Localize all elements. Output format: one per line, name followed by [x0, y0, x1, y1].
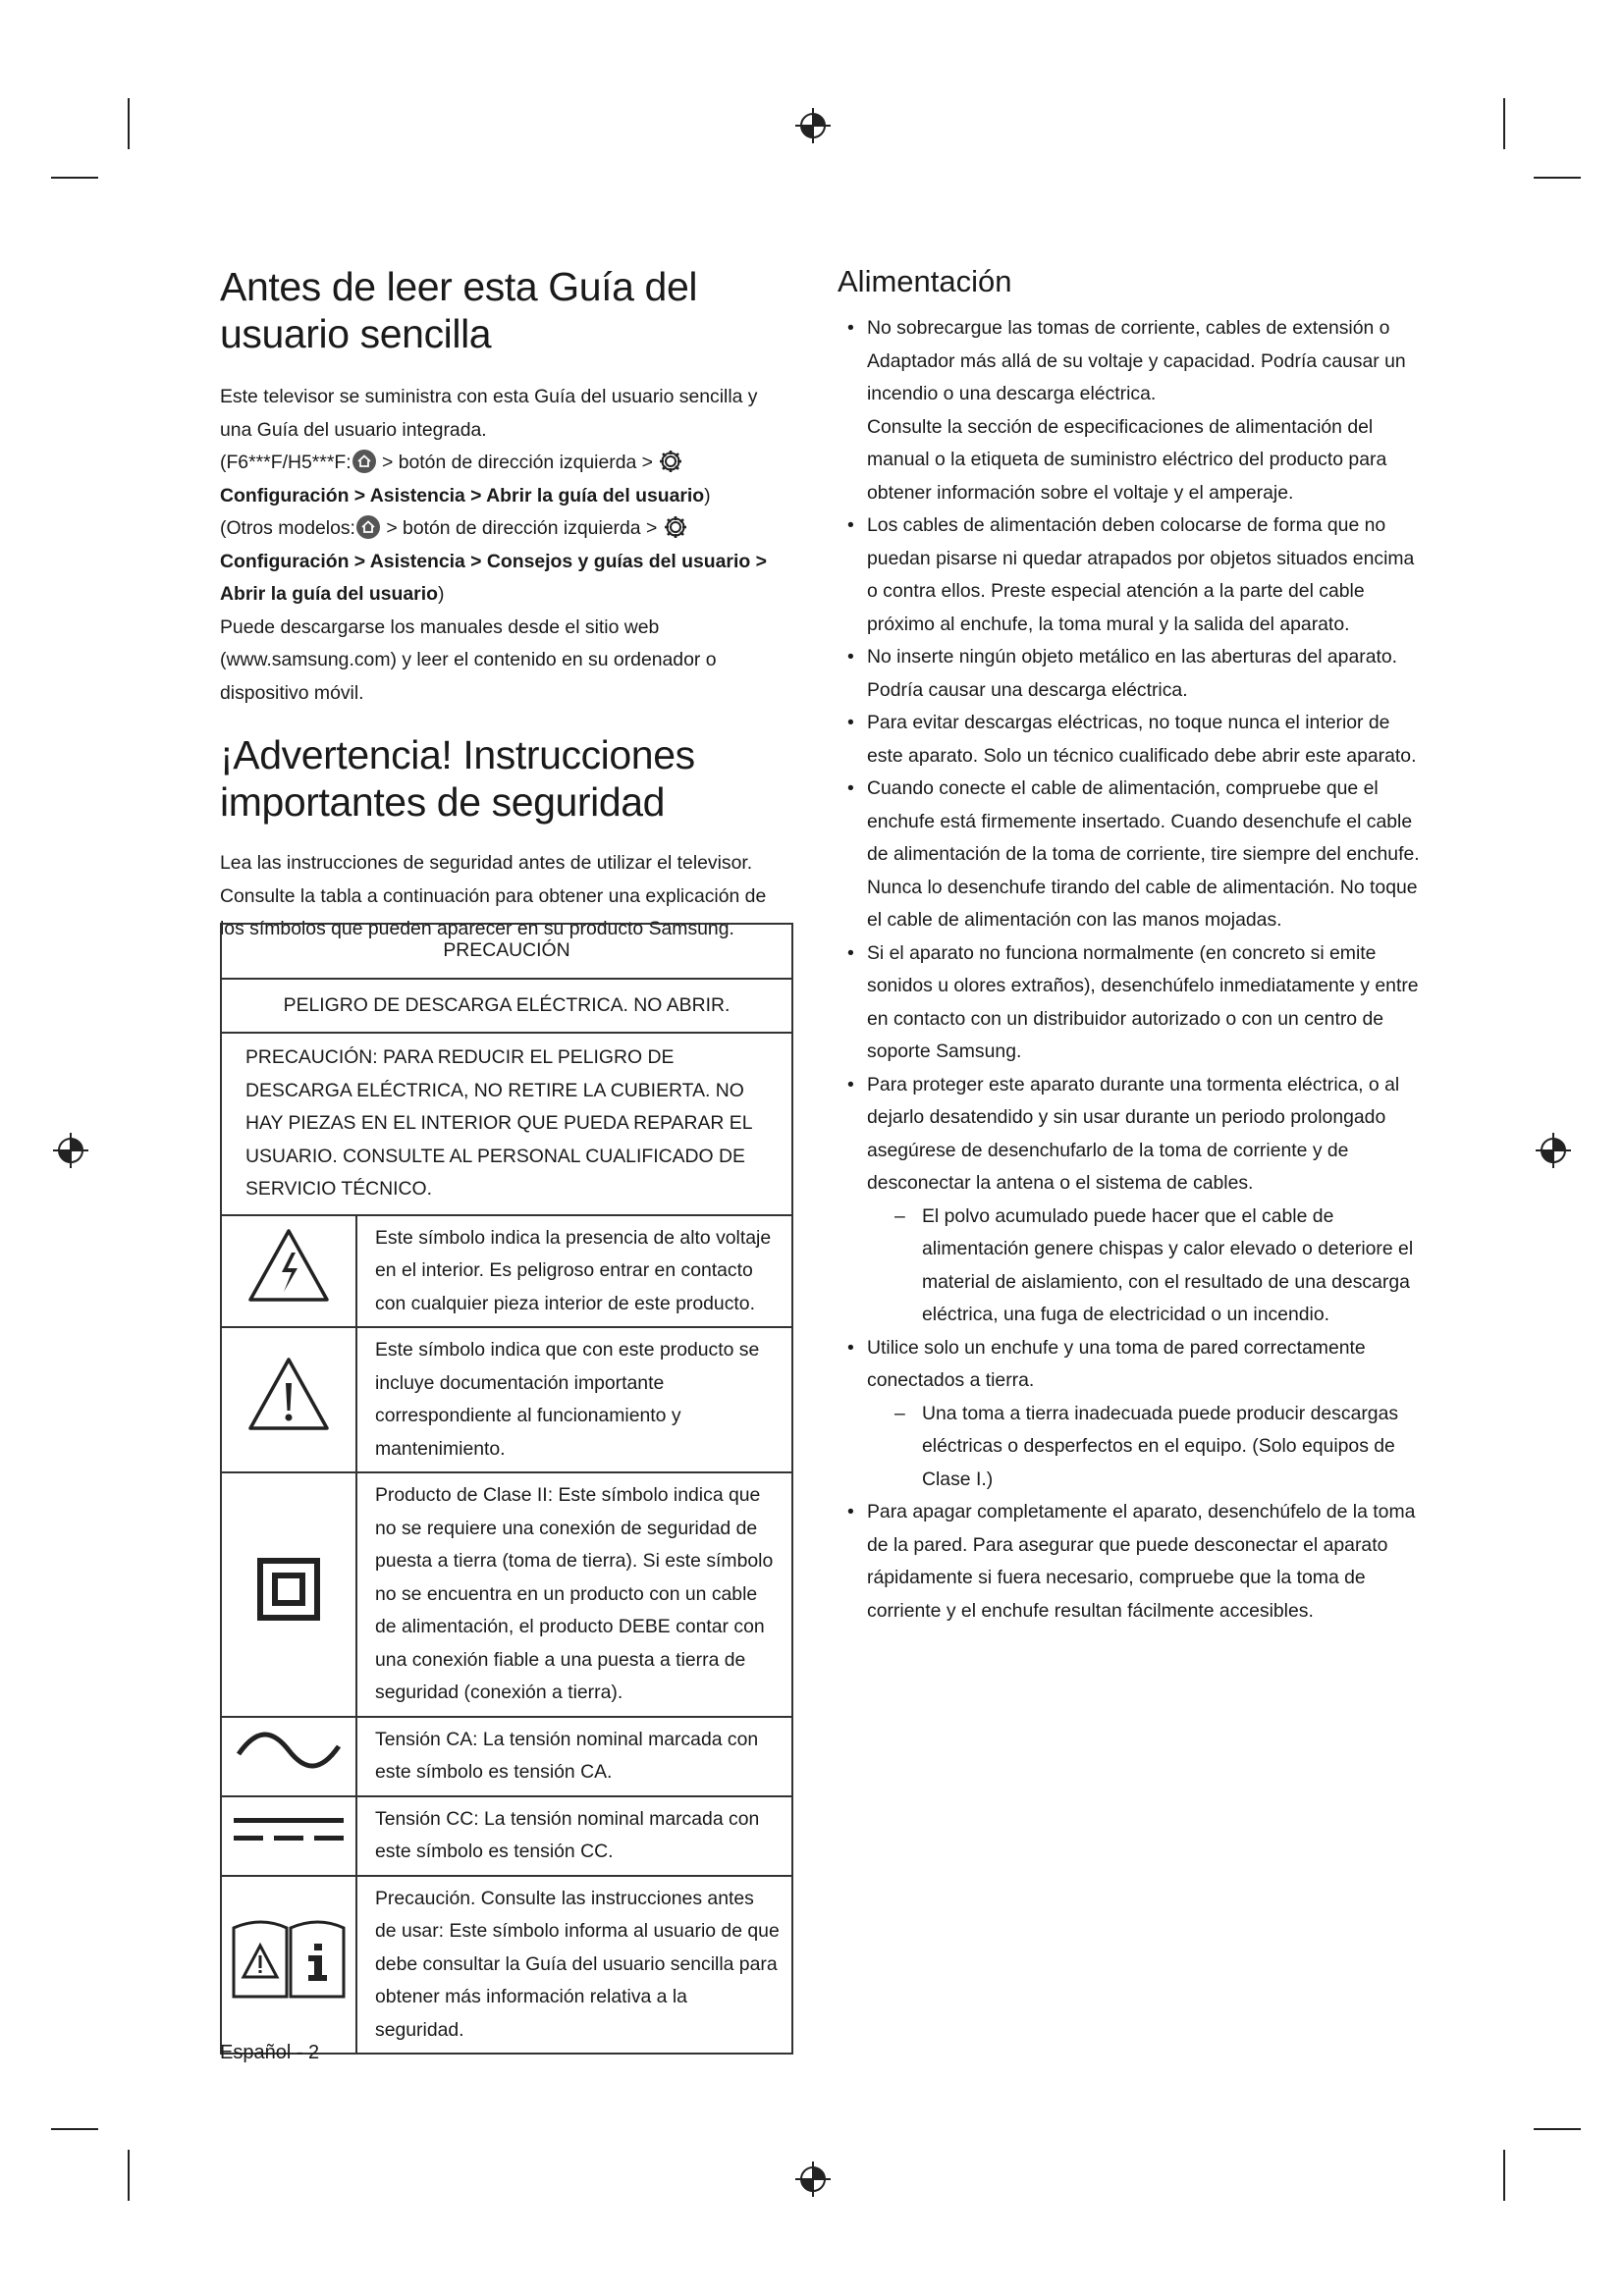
- symbol-description: Este símbolo indica la presencia de alto voltaje en el interior. Es peligroso entrar en contacto con cualquier pieza interior de este producto.: [356, 1215, 792, 1328]
- sub-item-text: Una toma a tierra inadecuada puede producir descargas eléctricas o desperfectos en el equipo. (Solo equipos de Clase I.): [922, 1402, 1399, 1490]
- warning-intro: Lea las instrucciones de seguridad antes de utilizar el televisor. Consulte la tabla a continuación para obtener una explicación de los símbolos que pueden aparecer en su producto Samsung.: [220, 852, 767, 939]
- symbol-description: Precaución. Consulte las instrucciones antes de usar: Este símbolo informa al usuario de que debe consultar la Guía del usuario sencilla para obtener más información relativa a la seguridad.: [356, 1876, 792, 2055]
- registration-mark-icon: [51, 1131, 90, 1170]
- list-item: • Cuando conecte el cable de alimentación, compruebe que el enchufe está firmemente insertado. Cuando desenchufe el cable de alimentación de la toma de corriente, tire siempre del enchufe. Nunca lo desenchufe tirando del cable de alimentación. No toque el cable de alimentación con las manos mojadas.: [838, 773, 1427, 937]
- symbol-description: Este símbolo indica que con este producto se incluye documentación importante correspondiente al funcionamiento y mantenimiento.: [356, 1327, 792, 1472]
- crop-mark: [51, 177, 98, 179]
- home-icon: [355, 514, 381, 540]
- path-middle: > botón de dirección izquierda >: [380, 517, 663, 539]
- read-manual-icon: [230, 1912, 348, 2006]
- bullet-text: No sobrecargue las tomas de corriente, cables de extensión o Adaptador más allá de su voltaje y capacidad. Podría causar un incendio o una descarga eléctrica.: [867, 317, 1406, 404]
- table-row: [221, 1717, 792, 1796]
- registration-mark-icon: [793, 106, 833, 145]
- table-row: [221, 1472, 792, 1717]
- bullet-text: Utilice solo un enchufe y una toma de pared correctamente conectados a tierra.: [867, 1336, 1366, 1391]
- list-item: • Los cables de alimentación deben colocarse de forma que no puedan pisarse ni quedar atrapados por objetos situados encima o contra ellos. Preste especial atención a la parte del cable próximo al enchufe, la toma mural y la salida del aparato.: [838, 509, 1427, 641]
- download-paragraph: Puede descargarse los manuales desde el sitio web (www.samsung.com) y leer el contenido en su ordenador o dispositivo móvil.: [220, 615, 717, 704]
- path-middle: > botón de dirección izquierda >: [376, 452, 659, 473]
- dc-voltage-icon: [232, 1812, 346, 1847]
- home-icon: [352, 449, 377, 474]
- crop-mark: [128, 2150, 130, 2201]
- sub-dash: –: [894, 1204, 905, 1227]
- high-voltage-warning-icon: [246, 1227, 331, 1304]
- crop-mark: [51, 2128, 98, 2130]
- gear-icon: [658, 449, 683, 474]
- list-item: • No inserte ningún objeto metálico en las aberturas del aparato. Podría causar una descarga eléctrica.: [838, 641, 1427, 707]
- list-item: [838, 312, 1427, 509]
- registration-mark-icon: [793, 2160, 833, 2199]
- left-column: [220, 263, 794, 946]
- caution-text: PRECAUCIÓN: PARA REDUCIR EL PELIGRO DE DESCARGA ELÉCTRICA, NO RETIRE LA CUBIERTA. NO HAY PIEZAS EN EL INTERIOR QUE PUEDA REPARAR EL USUARIO. CONSULTE AL PERSONAL CUALIFICADO DE SERVICIO TÉCNICO.: [221, 1033, 792, 1215]
- warning-title: ¡Advertencia! Instrucciones importantes de seguridad: [220, 732, 695, 825]
- crop-mark: [1503, 98, 1505, 149]
- menu-path-other: [220, 512, 794, 612]
- gear-icon: [663, 514, 688, 540]
- section-title-power: Alimentación: [838, 264, 1012, 298]
- registration-mark-icon: [1534, 1131, 1573, 1170]
- ac-voltage-icon: [235, 1729, 343, 1772]
- table-header: PRECAUCIÓN: [221, 924, 792, 979]
- list-item: • Si el aparato no funciona normalmente (en concreto si emite sonidos u olores extraños), desenchúfelo inmediatamente y entre en contacto con un distribuidor autorizado o con un centro de soporte Samsung.: [838, 937, 1427, 1069]
- power-bullet-list: [838, 312, 1427, 1628]
- symbol-description: Producto de Clase II: Este símbolo indica que no se requiere una conexión de seguridad de puesta a tierra (toma de tierra). Si este símbolo no se encuentra en un producto con un cable de alimentación, el producto DEBE contar con una conexión fiable a una puesta a tierra de seguridad (conexión a tierra).: [356, 1472, 792, 1717]
- crop-mark: [128, 98, 130, 149]
- right-column: [838, 263, 1427, 1628]
- path-bold: Configuración > Asistencia > Abrir la guía del usuario: [220, 484, 705, 507]
- class-ii-icon: [257, 1558, 320, 1621]
- sub-item-text: El polvo acumulado puede hacer que el cable de alimentación genere chispas y calor elevado o deteriore el material de aislamiento, con el resultado de una descarga eléctrica, una fuga de electricidad o un incendio.: [922, 1204, 1414, 1325]
- list-item: • Para apagar completamente el aparato, desenchúfelo de la toma de la pared. Para asegurar que puede desconectar el aparato rápidamente si fuera necesario, compruebe que la toma de corriente y el enchufe resultan fácilmente accesibles.: [838, 1496, 1427, 1628]
- list-item: [838, 1332, 1427, 1497]
- path-bold: Configuración > Asistencia > Consejos y guías del usuario > Abrir la guía del usuario: [220, 550, 767, 605]
- crop-mark: [1503, 2150, 1505, 2201]
- symbol-description: Tensión CC: La tensión nominal marcada con este símbolo es tensión CC.: [356, 1796, 792, 1876]
- table-subheader: PELIGRO DE DESCARGA ELÉCTRICA. NO ABRIR.: [221, 979, 792, 1034]
- path-prefix: (F6***F/H5***F:: [220, 452, 352, 473]
- page-footer: Español - 2: [220, 2042, 320, 2063]
- list-item: [838, 1069, 1427, 1332]
- table-row: [221, 1876, 792, 2055]
- sub-dash: –: [894, 1402, 905, 1424]
- table-row: [221, 1327, 792, 1472]
- intro-paragraph: Este televisor se suministra con esta Guía del usuario sencilla y una Guía del usuario integrada.: [220, 386, 758, 441]
- path-end: ): [704, 484, 711, 507]
- sub-item: [894, 1201, 1427, 1332]
- bullet-extra-text: Consulte la sección de especificaciones de alimentación del manual o la etiqueta de suministro eléctrico del producto para obtener información sobre el voltaje y el amperaje.: [867, 415, 1387, 504]
- safety-symbols-table: [220, 923, 793, 2055]
- bullet-text: Para proteger este aparato durante una tormenta eléctrica, o al dejarlo desatendido y sin usar durante un periodo prolongado asegúrese de desenchufarlo de la toma de corriente y de desconectar la antena o el sistema de cables.: [867, 1073, 1400, 1194]
- exclamation-warning-icon: [246, 1356, 331, 1432]
- path-end: ): [437, 583, 445, 605]
- crop-mark: [1534, 177, 1581, 179]
- path-prefix: (Otros modelos:: [220, 517, 355, 539]
- symbol-description: Tensión CA: La tensión nominal marcada con este símbolo es tensión CA.: [356, 1717, 792, 1796]
- menu-path-f6: [220, 447, 794, 512]
- sub-item: [894, 1398, 1427, 1497]
- table-row: [221, 1796, 792, 1876]
- table-row: [221, 1215, 792, 1328]
- crop-mark: [1534, 2128, 1581, 2130]
- page-title: Antes de leer esta Guía del usuario sencilla: [220, 264, 698, 356]
- list-item: • Para evitar descargas eléctricas, no toque nunca el interior de este aparato. Solo un técnico cualificado debe abrir este aparato.: [838, 707, 1427, 773]
